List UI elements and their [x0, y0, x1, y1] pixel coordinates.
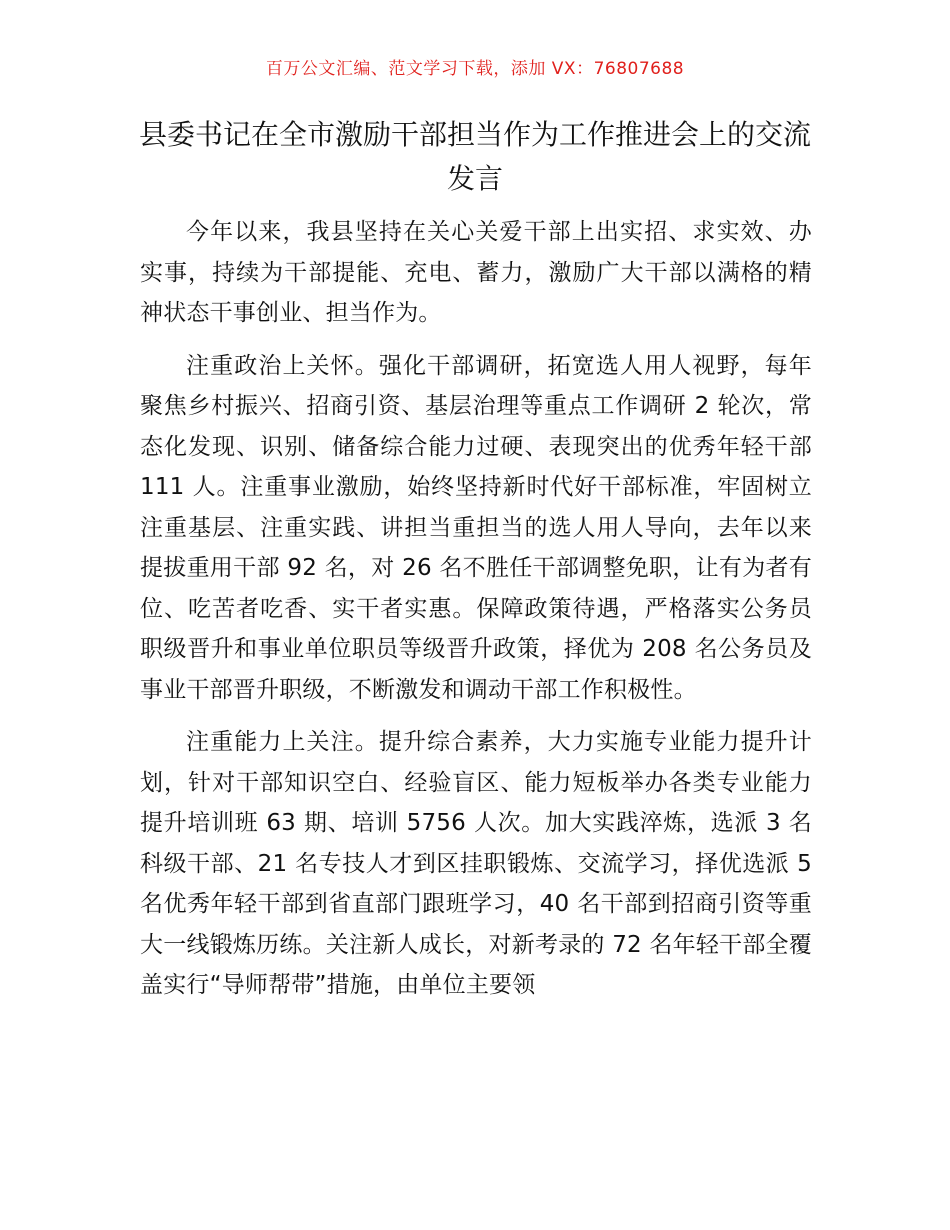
paragraph-intro: 今年以来，我县坚持在关心关爱干部上出实招、求实效、办实事，持续为干部提能、充电、蓄力，激励广大干部以满格的精神状态干事创业、担当作为。 [140, 219, 812, 326]
document-title: 县委书记在全市激励干部担当作为工作推进会上的交流发言 [138, 118, 811, 195]
document-body [140, 212, 812, 1018]
paragraph-political-care: 注重政治上关怀。强化干部调研，拓宽选人用人视野，每年聚焦乡村振兴、招商引资、基层治理等重点工作调研 2 轮次，常态化发现、识别、储备综合能力过硬、表现突出的优秀年轻干部 111 人。注重事业激励，始终坚持新时代好干部标准，牢固树立注重基层、注重实践、讲担当重担当的选人用人导向，去年以来提拔重用干部 92 名，对 26 名不胜任干部调整免职，让有为者有位、吃苦者吃香、实干者实惠。保障政策待遇，严格落实公务员职级晋升和事业单位职员等级晋升政策，择优为 208 名公务员及事业干部晋升职级，不断激发和调动干部工作积极性。 [140, 352, 812, 703]
paragraph-ability-attention: 注重能力上关注。提升综合素养，大力实施专业能力提升计划，针对干部知识空白、经验盲区、能力短板举办各类专业能力提升培训班 63 期、培训 5756 人次。加大实践淬炼，选派 3 名科级干部、21 名专技人才到区挂职锻炼、交流学习，择优选派 5 名优秀年轻干部到省直部门跟班学习，40 名干部到招商引资等重大一线锻炼历练。关注新人成长，对新考录的 72 名年轻干部全覆盖实行“导师帮带”措施，由单位主要领 [140, 729, 812, 998]
promo-banner: 百万公文汇编、范文学习下载，添加 VX：76807688 [265, 59, 685, 79]
